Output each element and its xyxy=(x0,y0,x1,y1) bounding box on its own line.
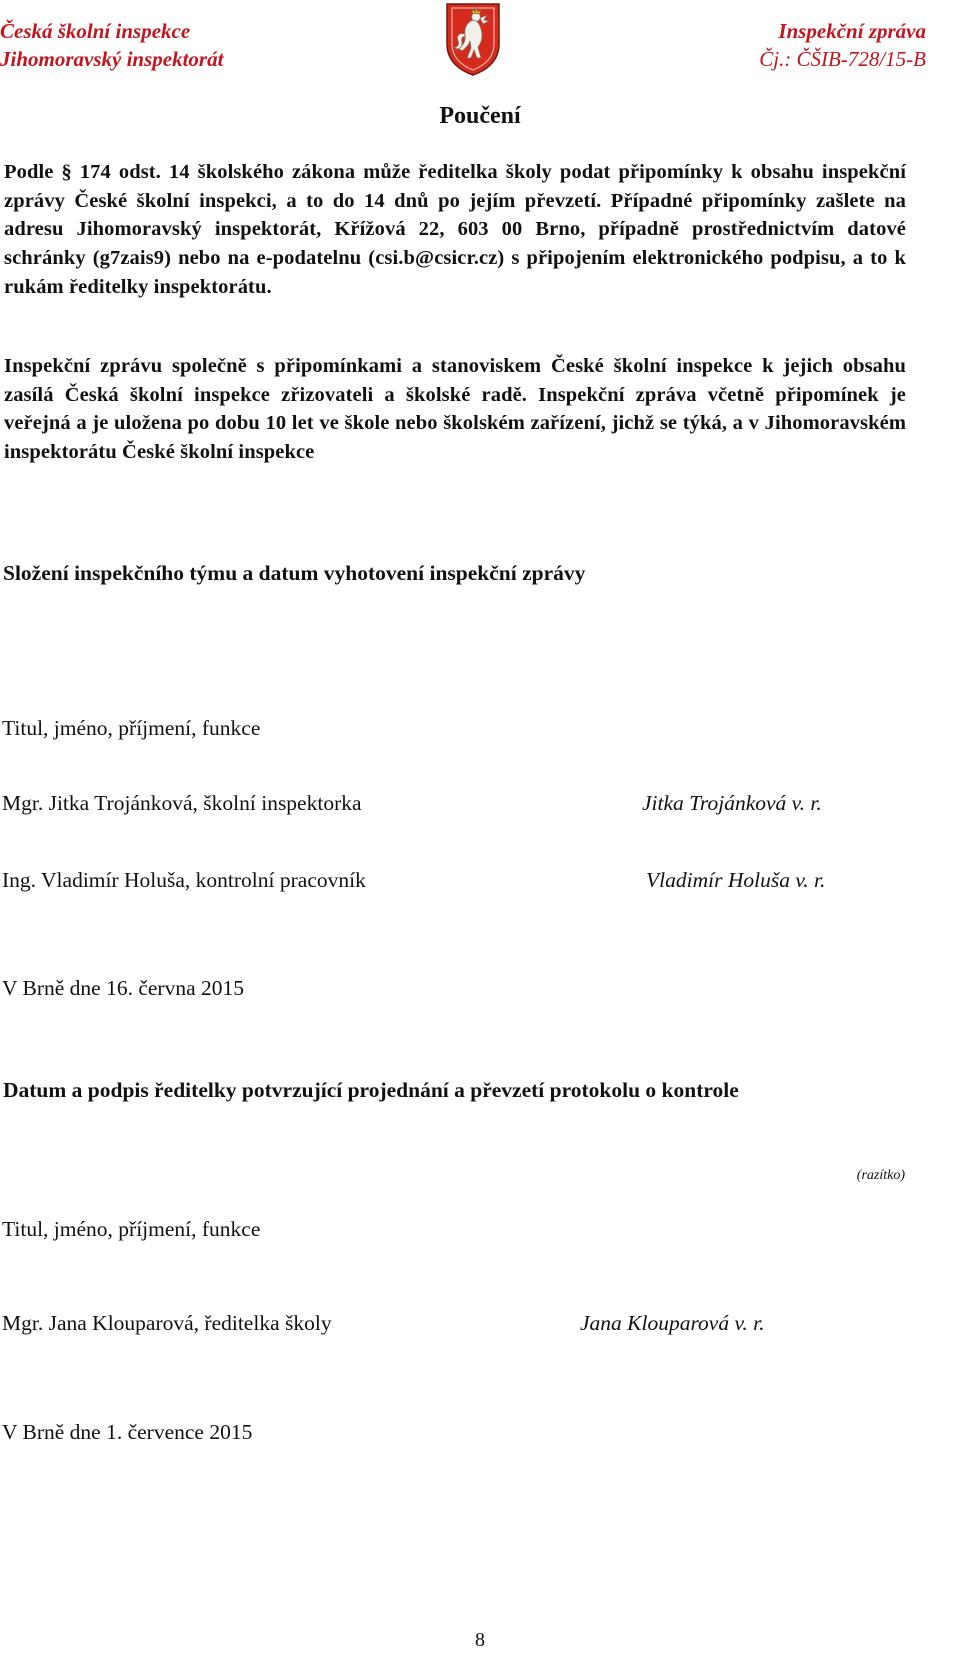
team-member-1-signature: Jitka Trojánková v. r. xyxy=(642,791,822,815)
director-column-label: Titul, jméno, příjmení, funkce xyxy=(2,1217,261,1241)
stamp-label: (razítko) xyxy=(856,1168,905,1183)
header-reference-number: Čj.: ČŠIB-728/15-B xyxy=(759,47,926,71)
page-title: Poučení xyxy=(439,103,521,129)
header-document-type: Inspekční zpráva xyxy=(778,19,926,43)
team-member-2-name: Ing. Vladimír Holuša, kontrolní pracovník xyxy=(2,868,366,892)
header-inspectorate: Jihomoravský inspektorát xyxy=(0,47,224,71)
team-member-2-signature: Vladimír Holuša v. r. xyxy=(646,868,826,892)
director-signature: Jana Klouparová v. r. xyxy=(580,1311,765,1335)
notice-paragraph-2: Inspekční zprávu společně s připomínkami a stanoviskem České školní inspekce k jejich obsahu zasílá Česká školní inspekce zřizovateli a školské radě. Inspekční zpráva včetně připomínek je veřejná a je uložena po dobu 10 let ve škole nebo školském zařízení, jichž se týká, a v Jihomoravském inspektorátu České školní inspekce xyxy=(4,355,906,464)
header-organization: Česká školní inspekce xyxy=(0,19,191,43)
director-section-heading: Datum a podpis ředitelky potvrzující projednání a převzetí protokolu o kontrole xyxy=(3,1078,739,1102)
header-right xyxy=(759,17,926,73)
notice-paragraph-1: Podle § 174 odst. 14 školského zákona může ředitelka školy podat připomínky k obsahu inspekční zprávy České školní inspekci, a to do 14 dnů po jejím převzetí. Případné připomínky zašlete na adresu Jihomoravský inspektorát, Křížová 22, 603 00 Brno, případně prostřednictvím datové schránky (g7zais9) nebo na e-podatelnu (csi.b@csicr.cz) s připojením elektronického podpisu, a to k rukám ředitelky inspektorátu. xyxy=(4,161,906,298)
team-report-date: V Brně dne 16. června 2015 xyxy=(2,976,245,1000)
team-member-1-name: Mgr. Jitka Trojánková, školní inspektorka xyxy=(2,791,362,815)
director-name: Mgr. Jana Klouparová, ředitelka školy xyxy=(2,1311,332,1335)
czech-lion-emblem-icon xyxy=(443,0,503,76)
team-column-label: Titul, jméno, příjmení, funkce xyxy=(2,716,261,740)
team-section-heading: Složení inspekčního týmu a datum vyhotovení inspekční zprávy xyxy=(3,561,586,585)
director-acknowledgement-date: V Brně dne 1. července 2015 xyxy=(2,1420,253,1444)
page-number: 8 xyxy=(475,1629,485,1651)
header-left xyxy=(0,17,223,73)
